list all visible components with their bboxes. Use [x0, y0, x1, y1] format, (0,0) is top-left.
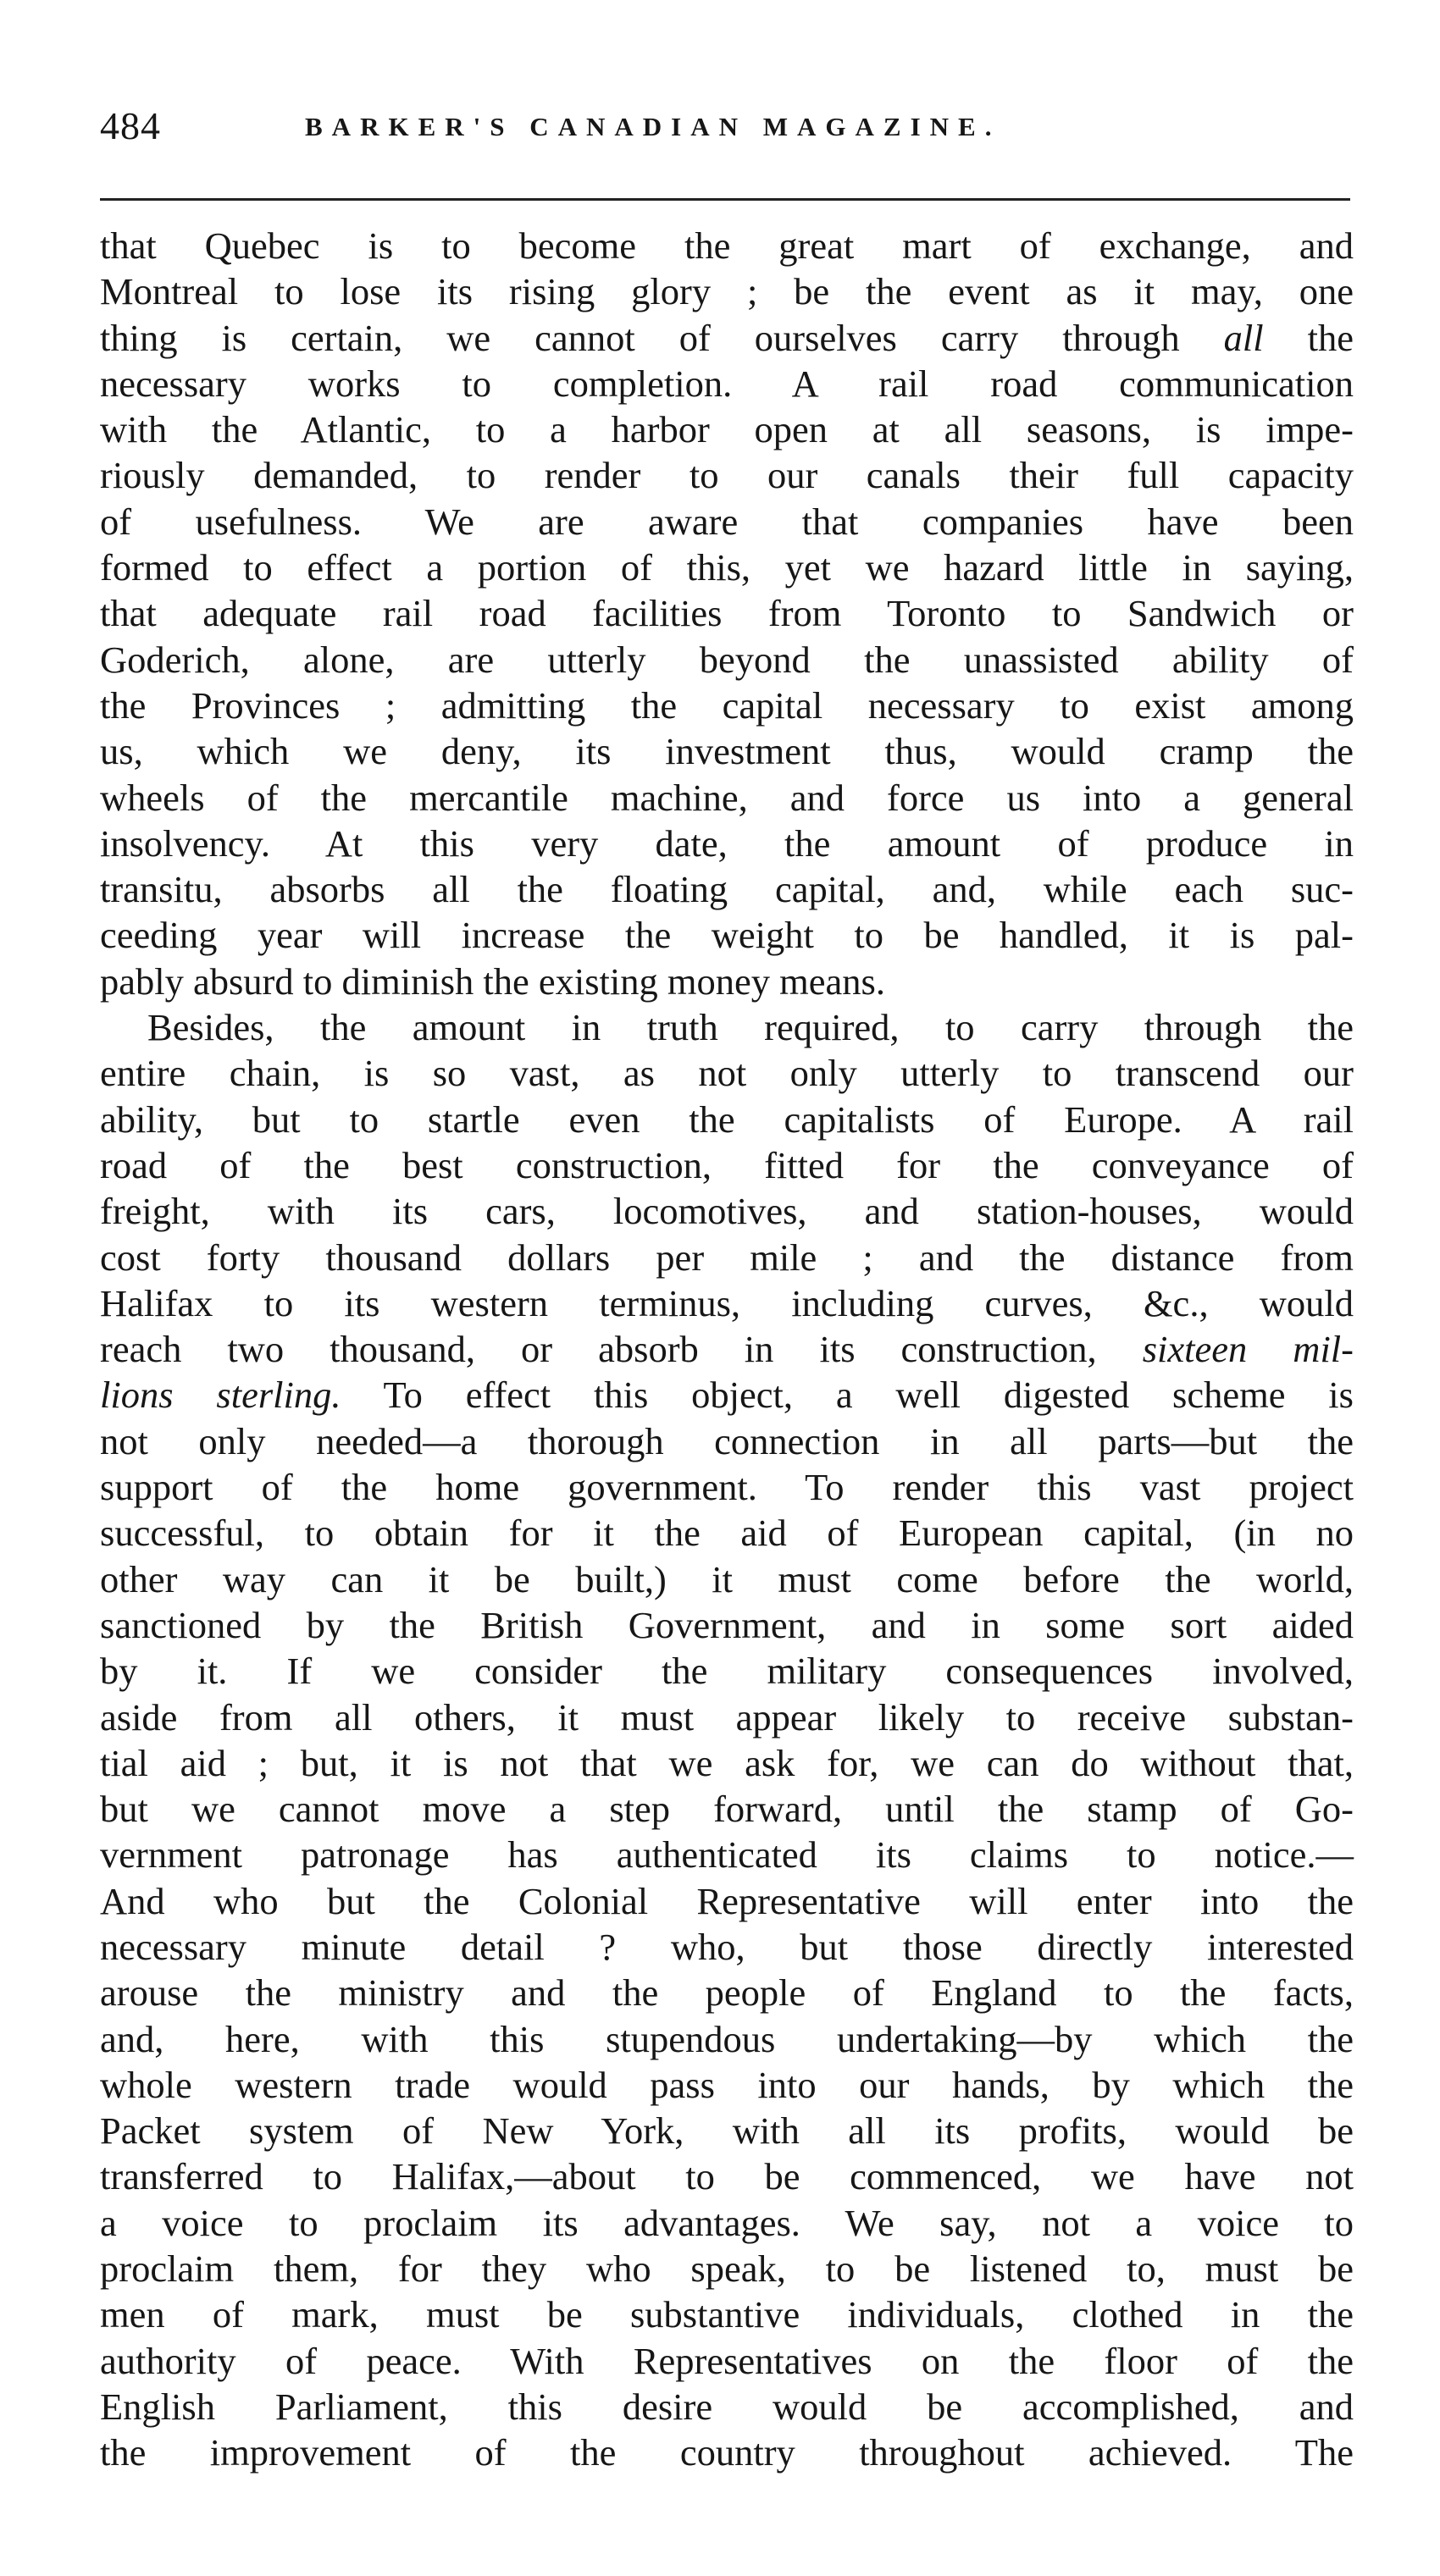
text-line: necessary works to completion. A rail road communication: [100, 362, 1354, 405]
text-line: proclaim them, for they who speak, to be listened to, must be: [100, 2247, 1354, 2291]
text-line: men of mark, must be substantive individuals, clothed in the: [100, 2293, 1354, 2336]
text-line: necessary minute detail ? who, but those directly interested: [100, 1925, 1354, 1968]
body-text: [100, 223, 1354, 2476]
text-line: Besides, the amount in truth required, to carry through the: [147, 1006, 1354, 1049]
text-line: [100, 1372, 1354, 1418]
text-line: transferred to Halifax,—about to be commenced, we have not: [100, 2155, 1354, 2198]
running-title: BARKER'S CANADIAN MAGAZINE.: [305, 112, 1001, 141]
text-line: aside from all others, it must appear likely to receive substan-: [100, 1695, 1354, 1739]
text-line: the Provinces ; admitting the capital necessary to exist among: [100, 683, 1354, 727]
text-line: English Parliament, this desire would be accomplished, and: [100, 2385, 1354, 2428]
text-line: arouse the ministry and the people of England to the facts,: [100, 1971, 1354, 2015]
text-line: formed to effect a portion of this, yet we hazard little in saying,: [100, 546, 1354, 589]
text-line: riously demanded, to render to our canals their full capacity: [100, 454, 1354, 497]
text-line: Montreal to lose its rising glory ; be the event as it may, one: [100, 270, 1354, 313]
text-line: tial aid ; but, it is not that we ask for, we can do without that,: [100, 1741, 1354, 1784]
text-run: the: [1307, 316, 1354, 359]
page-number: 484: [100, 104, 161, 147]
text-line: road of the best construction, fitted for the conveyance of: [100, 1143, 1354, 1186]
text-line: the improvement of the country throughout achieved. The: [100, 2431, 1354, 2474]
text-line: and, here, with this stupendous undertaking—by which the: [100, 2017, 1354, 2060]
text-line: entire chain, is so vast, as not only utterly to transcend our: [100, 1052, 1354, 1095]
text-run: thing is certain, we cannot of ourselves carry through: [100, 316, 1180, 359]
text-line: whole western trade would pass into our hands, by which the: [100, 2063, 1354, 2106]
text-line: insolvency. At this very date, the amount of produce in: [100, 821, 1354, 865]
text-line: freight, with its cars, locomotives, and station-houses, would: [100, 1190, 1354, 1233]
text-run: reach two thousand, or absorb in its construction,: [100, 1328, 1097, 1371]
text-line: other way can it be built,) it must come before the world,: [100, 1557, 1354, 1600]
text-line: Packet system of New York, with all its profits, would be: [100, 2109, 1354, 2153]
text-line: with the Atlantic, to a harbor open at all seasons, is impe-: [100, 408, 1354, 451]
text-line: support of the home government. To render this vast project: [100, 1466, 1354, 1509]
text-run: To effect this object, a well digested scheme is: [383, 1374, 1354, 1417]
header-rule: [100, 198, 1350, 201]
text-line: us, which we deny, its investment thus, would cramp the: [100, 730, 1354, 773]
text-line: [100, 315, 1354, 361]
italic-run: lions sterling.: [100, 1374, 341, 1417]
text-line: a voice to proclaim its advantages. We say, not a voice to: [100, 2201, 1354, 2244]
text-line: not only needed—a thorough connection in all parts—but the: [100, 1419, 1354, 1462]
text-line: Halifax to its western terminus, including curves, &c., would: [100, 1281, 1354, 1324]
text-line: that adequate rail road facilities from Toronto to Sandwich or: [100, 592, 1354, 635]
italic-run: all: [1223, 316, 1264, 359]
text-line: [100, 1326, 1354, 1372]
text-line: but we cannot move a step forward, until the stamp of Go-: [100, 1788, 1354, 1831]
text-line: cost forty thousand dollars per mile ; and the distance from: [100, 1235, 1354, 1279]
text-line: ability, but to startle even the capitalists of Europe. A rail: [100, 1097, 1354, 1141]
text-line: by it. If we consider the military consequences involved,: [100, 1650, 1354, 1693]
text-line: of usefulness. We are aware that companies have been: [100, 500, 1354, 543]
text-line: wheels of the mercantile machine, and force us into a general: [100, 776, 1354, 819]
text-line: authority of peace. With Representatives on the floor of the: [100, 2339, 1354, 2382]
italic-run: sixteen mil-: [1142, 1328, 1354, 1371]
text-line: pably absurd to diminish the existing money means.: [100, 959, 885, 1003]
text-line: And who but the Colonial Representative will enter into the: [100, 1879, 1354, 1922]
text-line: successful, to obtain for it the aid of European capital, (in no: [100, 1512, 1354, 1555]
text-line: sanctioned by the British Government, and in some sort aided: [100, 1603, 1354, 1646]
text-line: transitu, absorbs all the floating capital, and, while each suc-: [100, 868, 1354, 911]
text-line: Goderich, alone, are utterly beyond the unassisted ability of: [100, 638, 1354, 681]
page-header: [95, 100, 1357, 159]
text-line: vernment patronage has authenticated its claims to notice.—: [100, 1833, 1354, 1877]
text-line: that Quebec is to become the great mart of exchange, and: [100, 224, 1354, 267]
text-line: ceeding year will increase the weight to be handled, it is pal-: [100, 914, 1354, 957]
